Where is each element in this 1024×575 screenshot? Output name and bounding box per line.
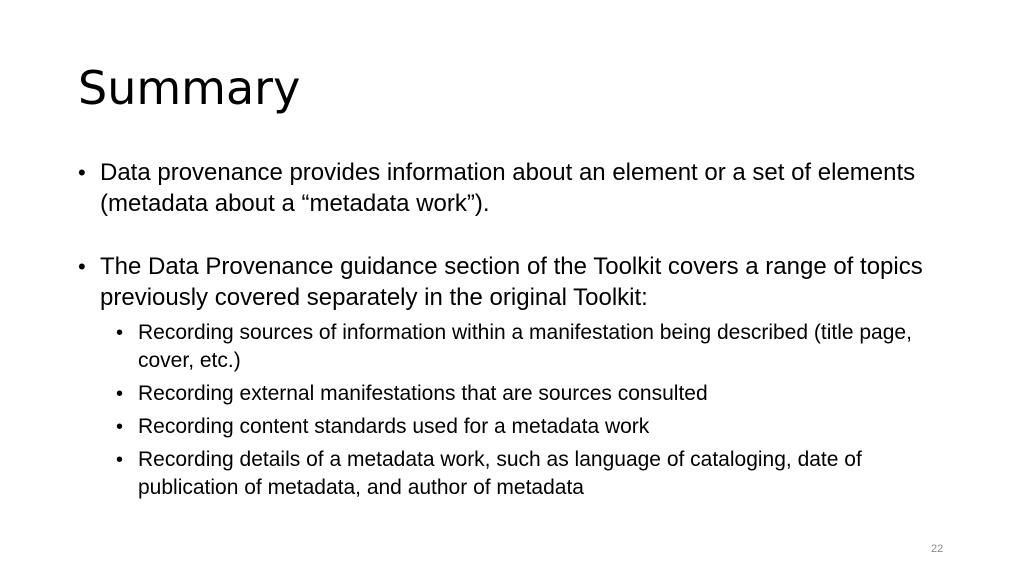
sub-bullet-item — [116, 446, 958, 502]
sub-bullet-icon: • — [116, 383, 124, 405]
slide-body — [78, 157, 958, 502]
bullet-icon: • — [78, 254, 86, 279]
bullet-text: The Data Provenance guidance section of the Toolkit covers a range of topics previously covered separately in the original Toolkit: — [100, 253, 923, 311]
sub-bullet-text: Recording sources of information within a manifestation being described (title page, cover, etc.) — [138, 321, 912, 372]
sub-bullet-icon: • — [116, 416, 124, 438]
bullet-item — [78, 157, 958, 219]
sub-bullet-list — [116, 319, 958, 502]
sub-bullet-icon: • — [116, 449, 124, 471]
sub-bullet-item — [116, 413, 958, 441]
slide-title: Summary — [78, 61, 301, 115]
bullet-icon: • — [78, 160, 86, 185]
sub-bullet-item — [116, 319, 958, 375]
sub-bullet-text: Recording details of a metadata work, such as language of cataloging, date of publication of metadata, and author of metadata — [138, 448, 862, 499]
sub-bullet-text: Recording external manifestations that are sources consulted — [138, 382, 708, 405]
bullet-text: Data provenance provides information about an element or a set of elements (metadata about a “metadata work”). — [100, 159, 916, 217]
page-number: 22 — [931, 543, 944, 555]
sub-bullet-icon: • — [116, 322, 124, 344]
bullet-item — [78, 251, 958, 502]
sub-bullet-item — [116, 380, 958, 408]
sub-bullet-text: Recording content standards used for a metadata work — [138, 415, 650, 438]
